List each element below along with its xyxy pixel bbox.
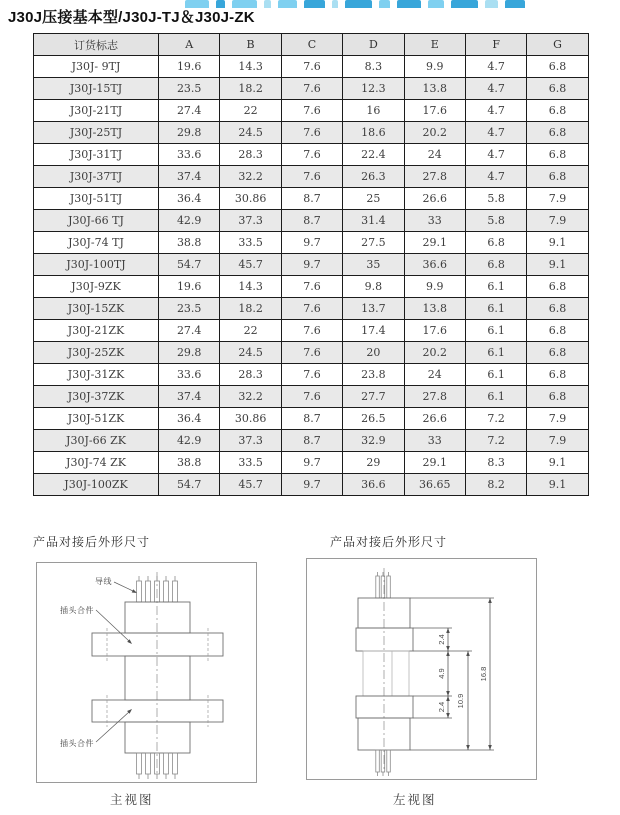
- dimension-cell: 4.7: [465, 78, 526, 100]
- dimension-cell: 33: [404, 430, 465, 452]
- order-code-cell: J30J-66 TJ: [34, 210, 159, 232]
- order-code-cell: J30J-37ZK: [34, 386, 159, 408]
- dimension-cell: 8.3: [465, 452, 526, 474]
- dimension-cell: 6.8: [465, 232, 526, 254]
- dimension-cell: 42.9: [159, 210, 220, 232]
- dim-inner: 10.9: [456, 693, 465, 709]
- upper-flange: [356, 628, 413, 651]
- order-code-cell: J30J- 9TJ: [34, 56, 159, 78]
- dimension-cell: 33.6: [159, 364, 220, 386]
- dimension-cell: 7.6: [281, 100, 342, 122]
- dimension-cell: 8.2: [465, 474, 526, 496]
- order-code-cell: J30J-74 ZK: [34, 452, 159, 474]
- table-header-row: [34, 34, 589, 56]
- dimension-cell: 33.6: [159, 144, 220, 166]
- dimension-cell: 25: [343, 188, 404, 210]
- header-g: G: [527, 34, 588, 56]
- dimension-cell: 30.86: [220, 188, 281, 210]
- header-f: F: [465, 34, 526, 56]
- dimension-cell: 5.8: [465, 188, 526, 210]
- dimension-cell: 22: [220, 320, 281, 342]
- dimension-cell: 54.7: [159, 254, 220, 276]
- dimension-cell: 27.4: [159, 320, 220, 342]
- table-row: [34, 298, 589, 320]
- dimension-cell: 36.6: [404, 254, 465, 276]
- dimension-cell: 6.8: [527, 342, 588, 364]
- dimension-cell: 5.8: [465, 210, 526, 232]
- dimension-cell: 6.8: [527, 100, 588, 122]
- dimension-cell: 7.9: [527, 408, 588, 430]
- dimension-cell: 26.5: [343, 408, 404, 430]
- dimension-cell: 12.3: [343, 78, 404, 100]
- lower-flange: [92, 700, 223, 722]
- dimension-cell: 7.6: [281, 56, 342, 78]
- dimension-cell: 28.3: [220, 364, 281, 386]
- dimension-cell: 23.5: [159, 298, 220, 320]
- order-code-cell: J30J-21ZK: [34, 320, 159, 342]
- dimension-cell: 7.6: [281, 122, 342, 144]
- dimension-cell: 22: [220, 100, 281, 122]
- dimension-cell: 7.6: [281, 78, 342, 100]
- order-code-cell: J30J-15ZK: [34, 298, 159, 320]
- dimension-cell: 9.1: [527, 452, 588, 474]
- figure-front-view: [36, 562, 257, 788]
- dimension-cell: 36.65: [404, 474, 465, 496]
- dimension-cell: 6.8: [527, 320, 588, 342]
- bottom-body: [125, 722, 190, 753]
- dimension-cell: 27.4: [159, 100, 220, 122]
- dimension-cell: 6.8: [527, 144, 588, 166]
- dimension-cell: 13.8: [404, 298, 465, 320]
- dim-flange-bottom: 2.4: [437, 701, 446, 713]
- dimension-cell: 27.5: [343, 232, 404, 254]
- dimension-cell: 6.8: [527, 166, 588, 188]
- header-c: C: [281, 34, 342, 56]
- wire-label: 导线: [95, 577, 112, 586]
- dimension-cell: 8.7: [281, 188, 342, 210]
- table-row: [34, 408, 589, 430]
- table-row: [34, 100, 589, 122]
- dimension-cell: 45.7: [220, 474, 281, 496]
- dimension-cell: 9.7: [281, 232, 342, 254]
- table-row: [34, 78, 589, 100]
- dimension-cell: 6.1: [465, 342, 526, 364]
- dimension-cell: 22.4: [343, 144, 404, 166]
- middle-body: [125, 656, 190, 700]
- dim-overall: 16.8: [479, 666, 488, 682]
- table-row: [34, 144, 589, 166]
- plug-assembly-bottom-label: 插头合件: [60, 739, 94, 748]
- dimension-cell: 7.6: [281, 320, 342, 342]
- bottom-wires: [376, 750, 391, 776]
- dimension-cell: 24: [404, 144, 465, 166]
- dimension-cell: 9.7: [281, 474, 342, 496]
- dimension-cell: 20: [343, 342, 404, 364]
- dimension-cell: 23.5: [159, 78, 220, 100]
- dimension-cell: 23.8: [343, 364, 404, 386]
- dimension-cell: 19.6: [159, 276, 220, 298]
- middle-body: [363, 651, 409, 696]
- dimension-cell: 4.7: [465, 166, 526, 188]
- dimension-cell: 7.6: [281, 276, 342, 298]
- dimension-cell: 7.6: [281, 342, 342, 364]
- dimension-cell: 6.8: [527, 386, 588, 408]
- plug-assembly-top-label: 插头合件: [60, 606, 94, 615]
- dim-flange-top: 2.4: [437, 634, 446, 645]
- order-code-cell: J30J-25ZK: [34, 342, 159, 364]
- dimension-cell: 6.8: [527, 78, 588, 100]
- dimension-cell: 27.8: [404, 166, 465, 188]
- header-order-code: 订货标志: [34, 34, 159, 56]
- dimension-cell: 8.3: [343, 56, 404, 78]
- dimension-cell: 38.8: [159, 452, 220, 474]
- order-code-cell: J30J-51TJ: [34, 188, 159, 210]
- dimension-cell: 29: [343, 452, 404, 474]
- dimension-cell: 29.8: [159, 122, 220, 144]
- order-code-cell: J30J-37TJ: [34, 166, 159, 188]
- dimension-cell: 4.7: [465, 144, 526, 166]
- dimension-cell: 37.4: [159, 166, 220, 188]
- dimension-cell: 18.2: [220, 78, 281, 100]
- dimension-cell: 36.6: [343, 474, 404, 496]
- upper-flange: [92, 633, 223, 656]
- dimension-cell: 6.8: [527, 56, 588, 78]
- dimension-cell: 8.7: [281, 408, 342, 430]
- front-view-label: 主视图: [110, 793, 154, 807]
- table-row: [34, 166, 589, 188]
- dimension-cell: 17.6: [404, 100, 465, 122]
- dimension-cell: 37.3: [220, 210, 281, 232]
- table-body: [34, 56, 589, 496]
- dimension-cell: 7.2: [465, 430, 526, 452]
- dimension-cell: 7.9: [527, 210, 588, 232]
- dimension-cell: 13.8: [404, 78, 465, 100]
- dimension-cell: 33: [404, 210, 465, 232]
- table-row: [34, 452, 589, 474]
- dimension-cell: 45.7: [220, 254, 281, 276]
- dimension-cell: 7.2: [465, 408, 526, 430]
- dimension-cell: 7.6: [281, 298, 342, 320]
- header-d: D: [343, 34, 404, 56]
- side-view-drawing: [306, 558, 537, 780]
- spec-table: [33, 33, 588, 496]
- side-view-label: 左视图: [393, 793, 437, 807]
- dimension-cell: 33.5: [220, 452, 281, 474]
- order-code-cell: J30J-100TJ: [34, 254, 159, 276]
- dimension-cell: 32.2: [220, 386, 281, 408]
- dimension-cell: 54.7: [159, 474, 220, 496]
- dimension-cell: 7.6: [281, 144, 342, 166]
- dimension-cell: 19.6: [159, 56, 220, 78]
- dimension-cell: 9.8: [343, 276, 404, 298]
- dimension-cell: 36.4: [159, 188, 220, 210]
- dimension-cell: 6.1: [465, 298, 526, 320]
- dimension-cell: 26.3: [343, 166, 404, 188]
- dimension-cell: 9.1: [527, 254, 588, 276]
- dimension-cell: 26.6: [404, 408, 465, 430]
- dimension-cell: 37.4: [159, 386, 220, 408]
- dimension-cell: 9.7: [281, 452, 342, 474]
- dimension-cell: 6.8: [527, 298, 588, 320]
- dimension-cell: 24: [404, 364, 465, 386]
- header-b: B: [220, 34, 281, 56]
- dimension-cell: 8.7: [281, 210, 342, 232]
- header-e: E: [404, 34, 465, 56]
- order-code-cell: J30J-9ZK: [34, 276, 159, 298]
- dimension-cell: 27.8: [404, 386, 465, 408]
- order-code-cell: J30J-21TJ: [34, 100, 159, 122]
- order-code-cell: J30J-66 ZK: [34, 430, 159, 452]
- dimension-cell: 9.1: [527, 232, 588, 254]
- order-code-cell: J30J-25TJ: [34, 122, 159, 144]
- dimension-cell: 20.2: [404, 342, 465, 364]
- dimension-cell: 30.86: [220, 408, 281, 430]
- dimension-cell: 9.9: [404, 56, 465, 78]
- dimension-cell: 27.7: [343, 386, 404, 408]
- dimension-cell: 6.8: [465, 254, 526, 276]
- dimension-cell: 17.6: [404, 320, 465, 342]
- dimension-cell: 20.2: [404, 122, 465, 144]
- order-code-cell: J30J-31ZK: [34, 364, 159, 386]
- dimension-cell: 14.3: [220, 56, 281, 78]
- dimension-cell: 31.4: [343, 210, 404, 232]
- dimension-cell: 35: [343, 254, 404, 276]
- table-row: [34, 188, 589, 210]
- dimension-cell: 6.1: [465, 364, 526, 386]
- table-row: [34, 210, 589, 232]
- order-code-cell: J30J-100ZK: [34, 474, 159, 496]
- dimension-cell: 9.9: [404, 276, 465, 298]
- dimension-cell: 4.7: [465, 122, 526, 144]
- dimension-cell: 24.5: [220, 342, 281, 364]
- table-row: [34, 254, 589, 276]
- table-row: [34, 232, 589, 254]
- figure-left-caption: 产品对接后外形尺寸: [33, 535, 151, 549]
- dimension-cell: 28.3: [220, 144, 281, 166]
- dimension-cell: 16: [343, 100, 404, 122]
- dimension-cell: 37.3: [220, 430, 281, 452]
- dimension-cell: 6.1: [465, 386, 526, 408]
- table-row: [34, 386, 589, 408]
- page-title: J30J压接基本型/J30J-TJ＆J30J-ZK: [8, 9, 255, 26]
- dimension-cell: 29.1: [404, 232, 465, 254]
- order-code-cell: J30J-74 TJ: [34, 232, 159, 254]
- order-code-cell: J30J-15TJ: [34, 78, 159, 100]
- dimension-cell: 42.9: [159, 430, 220, 452]
- lower-flange: [356, 696, 413, 718]
- table-row: [34, 320, 589, 342]
- dimension-cell: 14.3: [220, 276, 281, 298]
- order-code-cell: J30J-51ZK: [34, 408, 159, 430]
- table-row: [34, 430, 589, 452]
- dimension-cell: 29.8: [159, 342, 220, 364]
- dimension-cell: 8.7: [281, 430, 342, 452]
- table-row: [34, 474, 589, 496]
- table-row: [34, 364, 589, 386]
- dimension-cell: 26.6: [404, 188, 465, 210]
- dimension-cell: 6.8: [527, 122, 588, 144]
- dimension-cell: 38.8: [159, 232, 220, 254]
- dimension-cell: 7.6: [281, 386, 342, 408]
- top-wires: [376, 572, 391, 598]
- dimension-cell: 24.5: [220, 122, 281, 144]
- front-view-drawing: [36, 562, 257, 783]
- figure-side-view: [306, 558, 537, 785]
- order-code-cell: J30J-31TJ: [34, 144, 159, 166]
- dimension-cell: 7.6: [281, 364, 342, 386]
- dimension-cell: 6.8: [527, 276, 588, 298]
- dimension-cell: 6.1: [465, 276, 526, 298]
- dimension-cell: 36.4: [159, 408, 220, 430]
- dimension-cell: 18.2: [220, 298, 281, 320]
- dimension-cell: 17.4: [343, 320, 404, 342]
- figure-right-caption: 产品对接后外形尺寸: [330, 535, 448, 549]
- dimension-cell: 7.6: [281, 166, 342, 188]
- table-row: [34, 56, 589, 78]
- table-row: [34, 276, 589, 298]
- dimension-cell: 29.1: [404, 452, 465, 474]
- dimension-cell: 32.9: [343, 430, 404, 452]
- dimension-cell: 4.7: [465, 100, 526, 122]
- table-row: [34, 342, 589, 364]
- dimension-cell: 6.8: [527, 364, 588, 386]
- dimension-cell: 6.1: [465, 320, 526, 342]
- table-row: [34, 122, 589, 144]
- dimension-cell: 9.1: [527, 474, 588, 496]
- dimension-cell: 33.5: [220, 232, 281, 254]
- dimension-cell: 32.2: [220, 166, 281, 188]
- dimension-cell: 4.7: [465, 56, 526, 78]
- dim-gap: 4.9: [437, 668, 446, 679]
- dimension-cell: 18.6: [343, 122, 404, 144]
- dimension-cell: 7.9: [527, 188, 588, 210]
- dimension-cell: 9.7: [281, 254, 342, 276]
- dimension-cell: 7.9: [527, 430, 588, 452]
- dimension-cell: 13.7: [343, 298, 404, 320]
- top-body: [125, 602, 190, 633]
- header-a: A: [159, 34, 220, 56]
